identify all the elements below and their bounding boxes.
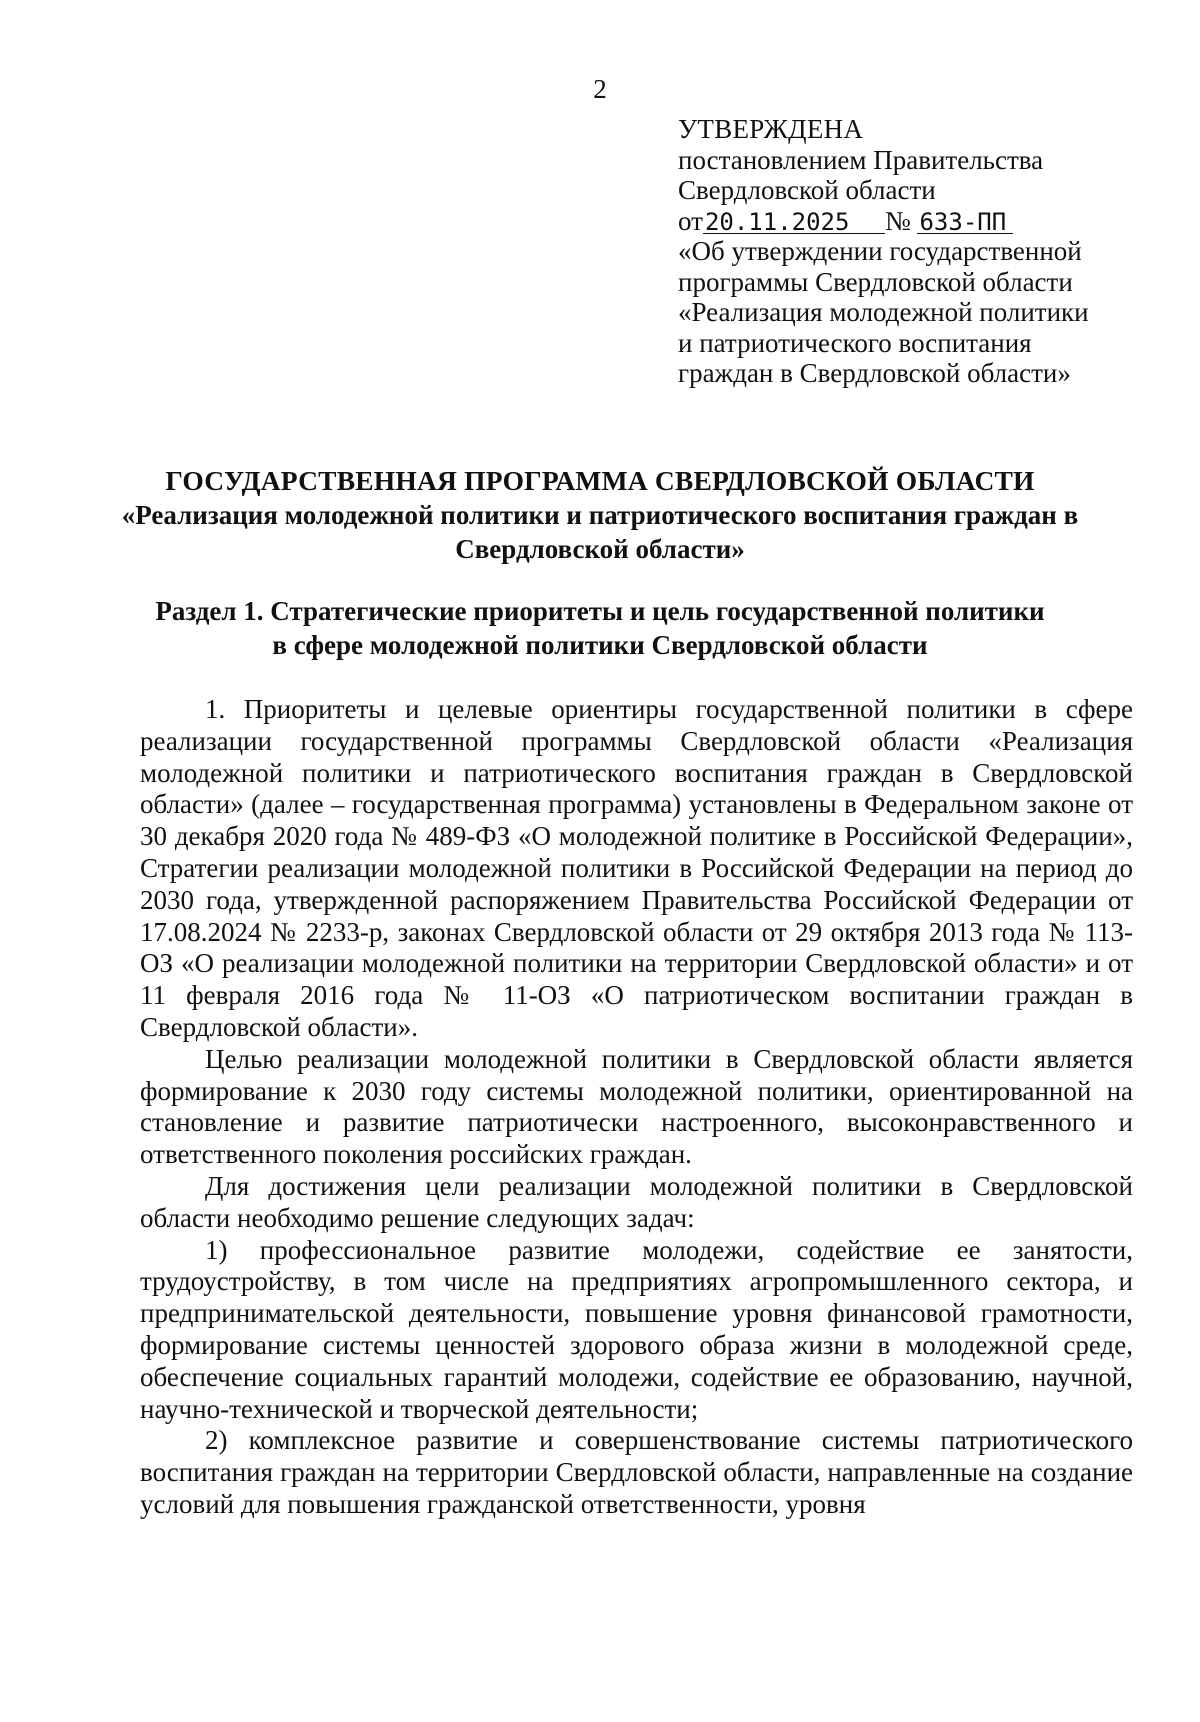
approval-line: и патриотического воспитания	[678, 327, 1032, 358]
section-heading: Раздел 1. Стратегические приоритеты и цель государственной политики в сфере молодежной политики Свердловской области	[155, 596, 1045, 660]
paragraph: 2) комплексное развитие и совершенствование системы патриотического воспитания граждан на территории Свердловской области, направленные на создание условий для повышения гражданской ответственности, уровня	[140, 1425, 1133, 1519]
approved-label: УТВЕРЖДЕНА	[678, 114, 864, 144]
approval-line: Свердловской области	[678, 175, 936, 205]
approval-date-line	[678, 206, 1148, 237]
paragraph: Для достижения цели реализации молодежной политики в Свердловской области необходимо решение следующих задач:	[140, 1170, 1133, 1233]
approval-line: граждан в Свердловской области»	[678, 358, 1071, 388]
paragraph: 1. Приоритеты и целевые ориентиры государственной политики в сфере реализации государственной программы Свердловской области «Реализация молодежной политики и патриотического воспитания граждан в Свердловской области» (далее – государственная программа) установлены в Федеральном законе от 30 декабря 2020 года № 489-ФЗ «О молодежной политике в Российской Федерации», Стратегии реализации молодежной политики в Российской Федерации на период до 2030 года, утвержденной распоряжением Правительства Российской Федерации от 17.08.2024 № 2233-р, законах Свердловской области от 29 октября 2013 года № 113-ОЗ «О реализации молодежной политики на территории Свердловской области» и от 11 февраля 2016 года № 11-ОЗ «О патриотическом воспитании граждан в Свердловской области».	[140, 694, 1133, 1042]
number-sign: №	[884, 205, 911, 236]
date-prefix: от	[678, 205, 703, 236]
paragraph: Целью реализации молодежной политики в Свердловской области является формирование к 2030 году системы молодежной политики, ориентированной на становление и развитие патриотически настроенного, высоконравственного и ответственного поколения российских граждан.	[140, 1043, 1133, 1170]
decree-number: 633-ПП	[917, 211, 1013, 234]
document-subtitle: «Реализация молодежной политики и патриотического воспитания граждан в Свердловской области»	[121, 500, 1079, 564]
document-title: ГОСУДАРСТВЕННАЯ ПРОГРАММА СВЕРДЛОВСКОЙ ОБЛАСТИ	[165, 465, 1035, 496]
approval-stamp	[678, 114, 1148, 389]
approval-line: «Реализация молодежной политики	[678, 297, 1089, 327]
decree-date: 20.11.2025	[703, 211, 885, 234]
document-body	[140, 694, 1133, 1521]
approval-line: «Об утверждении государственной	[678, 236, 1082, 266]
approval-line: постановлением Правительства	[678, 144, 1044, 175]
approval-line: программы Свердловской области	[678, 266, 1073, 297]
page-number: 2	[593, 74, 607, 104]
paragraph: 1) профессиональное развитие молодежи, содействие ее занятости, трудоустройству, в том числе на предприятиях агропромышленного сектора, и предпринимательской деятельности, повышение уровня финансовой грамотности, формирование системы ценностей здорового образа жизни в молодежной среде, обеспечение социальных гарантий молодежи, содействие ее образованию, научной, научно-технической и творческой деятельности;	[140, 1234, 1133, 1424]
document-title-block	[120, 464, 1080, 566]
